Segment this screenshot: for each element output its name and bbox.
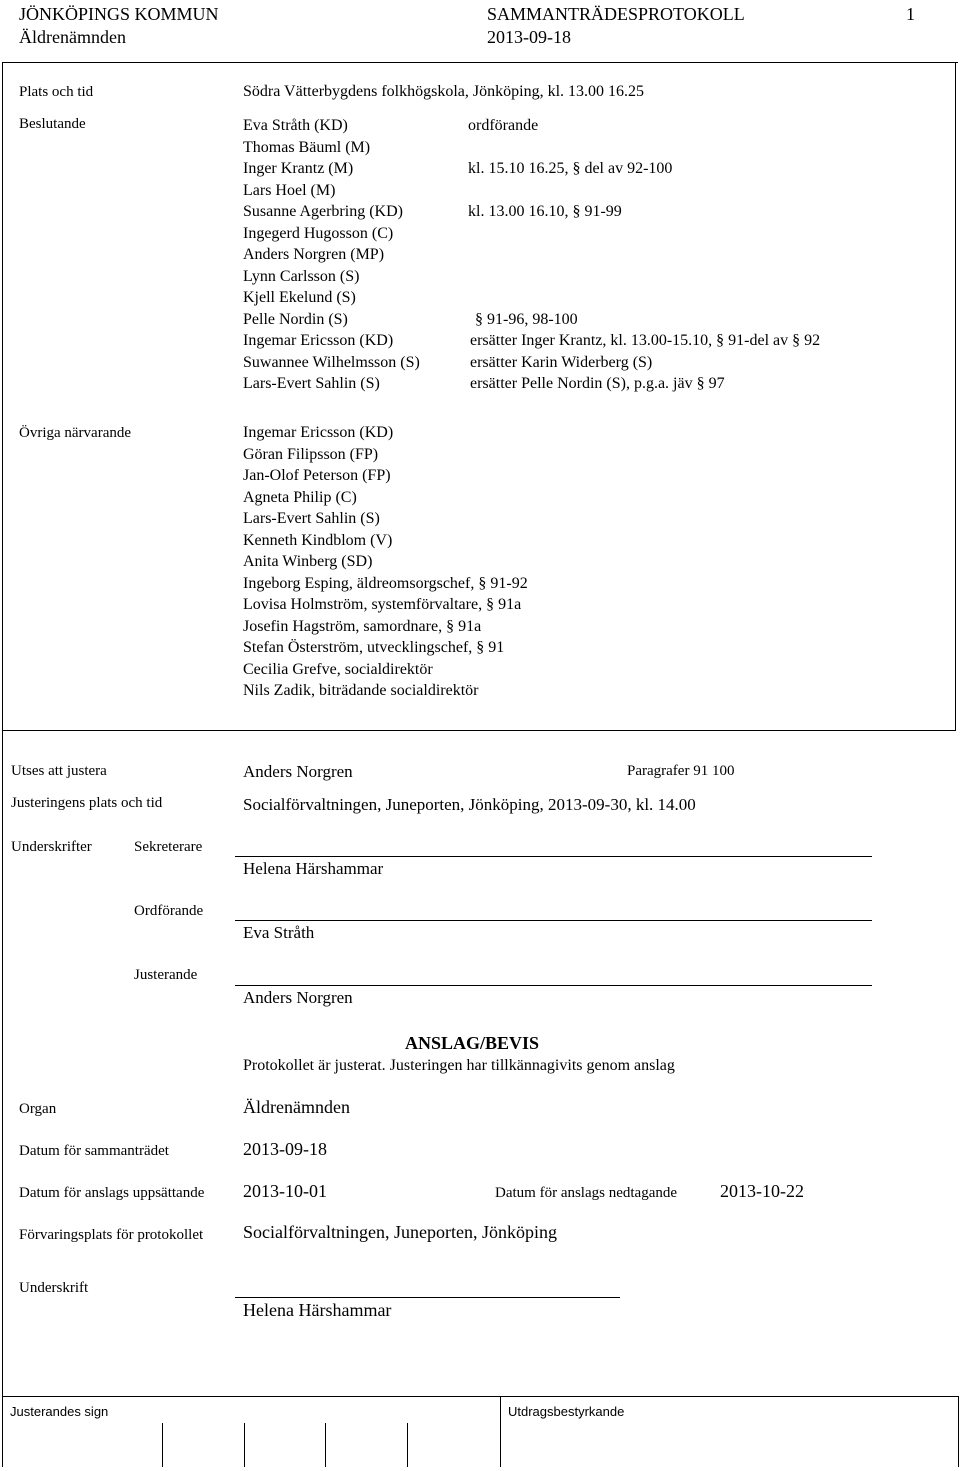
member-name: Lars-Evert Sahlin (S) (243, 375, 380, 392)
attendee: Agneta Philip (C) (243, 488, 357, 506)
signature-line (235, 985, 872, 986)
signer-name: Anders Norgren (243, 988, 353, 1007)
utdragsbestyrkande-label: Utdragsbestyrkande (508, 1404, 625, 1419)
member-name: Ingegerd Hugosson (C) (243, 224, 394, 242)
member-name: Ingemar Ericsson (KD) (243, 332, 394, 349)
underskrift-name: Helena Härshammar (243, 1300, 392, 1320)
sign-box-line (407, 1423, 408, 1467)
signer-name: Eva Stråth (243, 923, 315, 942)
sign-box-line (244, 1423, 245, 1467)
datum-value: 2013-09-18 (243, 1139, 327, 1159)
sign-box-line (162, 1423, 163, 1467)
member-name: Lynn Carlsson (S) (243, 267, 360, 285)
right-border (955, 62, 956, 730)
underskrifter-label: Underskrifter (11, 839, 92, 855)
member-name: Eva Stråth (KD) (243, 117, 348, 134)
signature-line (235, 1297, 620, 1298)
attendee: Göran Filipsson (FP) (243, 445, 379, 463)
member-name: Suwannee Wilhelmsson (S) (243, 353, 420, 371)
forvaring-label: Förvaringsplats för protokollet (19, 1227, 204, 1243)
footer-right-border (958, 1396, 959, 1467)
signer-name: Helena Härshammar (243, 859, 384, 878)
place-time-label: Plats och tid (19, 84, 94, 100)
member-note: kl. 13.00 16.10, § 91-99 (468, 203, 622, 220)
member-name: Kjell Ekelund (S) (243, 289, 356, 306)
forvaring-value: Socialförvaltningen, Juneporten, Jönköping (243, 1222, 557, 1242)
attendee: Lovisa Holmström, systemförvaltare, § 91a (243, 596, 522, 613)
member-note: ordförande (468, 117, 539, 134)
justerandes-sign-label: Justerandes sign (10, 1404, 109, 1419)
member-name: Thomas Bäuml (M) (243, 138, 371, 156)
utses-label: Utses att justera (11, 763, 107, 779)
section-divider (2, 730, 956, 731)
attendee: Cecilia Grefve, socialdirektör (243, 660, 433, 678)
attendee: Josefin Hagström, samordnare, § 91a (243, 617, 482, 635)
role-ordforande: Ordförande (134, 903, 204, 919)
member-note: ersätter Pelle Nordin (S), p.g.a. jäv § 97 (470, 375, 725, 392)
plats-value: Socialförvaltningen, Juneporten, Jönköping, 2013-09-30, kl. 14.00 (243, 795, 696, 814)
member-name: Anders Norgren (MP) (243, 246, 385, 263)
attendee: Kenneth Kindblom (V) (243, 531, 393, 549)
page-number: 1 (906, 4, 915, 24)
member-note: ersätter Inger Krantz, kl. 13.00-15.10, § 91-del av § 92 (470, 332, 821, 349)
place-time-value: Södra Vätterbygdens folkhögskola, Jönköping, kl. 13.00 16.25 (243, 83, 645, 100)
attendee: Ingemar Ericsson (KD) (243, 424, 394, 441)
uppsattande-value: 2013-10-01 (243, 1181, 327, 1201)
ovriga-list (243, 422, 528, 702)
plats-label: Justeringens plats och tid (11, 795, 163, 811)
datum-label: Datum för sammanträdet (19, 1143, 169, 1159)
uppsattande-label: Datum för anslags uppsättande (19, 1185, 205, 1201)
attendee: Stefan Österström, utvecklingschef, § 91 (243, 639, 505, 656)
attendee: Ingeborg Esping, äldreomsorgschef, § 91-92 (243, 574, 528, 592)
top-rule (2, 62, 958, 63)
member-name: Lars Hoel (M) (243, 181, 336, 199)
organ-value: Äldrenämnden (243, 1097, 350, 1117)
left-border (2, 62, 3, 1467)
sign-box-line (325, 1423, 326, 1467)
role-justerande: Justerande (134, 967, 198, 983)
doc-date: 2013-09-18 (487, 27, 571, 47)
role-sekreterare: Sekreterare (134, 839, 203, 855)
attendee: Anita Winberg (SD) (243, 553, 373, 570)
member-note: § 91-96, 98-100 (475, 310, 578, 328)
nedtagande-value: 2013-10-22 (720, 1181, 804, 1201)
attendee: Jan-Olof Peterson (FP) (243, 467, 391, 484)
org-name: JÖNKÖPINGS KOMMUN (19, 4, 219, 24)
ovriga-label: Övriga närvarande (19, 425, 132, 441)
member-name: Inger Krantz (M) (243, 160, 354, 177)
footer-top-rule (2, 1396, 959, 1397)
member-name: Pelle Nordin (S) (243, 310, 348, 328)
member-note: ersätter Karin Widerberg (S) (470, 353, 653, 371)
paragrafer: Paragrafer 91 100 (627, 763, 735, 779)
anslag-title: ANSLAG/BEVIS (405, 1033, 540, 1053)
nedtagande-label: Datum för anslags nedtagande (495, 1185, 678, 1201)
utses-value: Anders Norgren (243, 762, 353, 781)
footer-divider (500, 1396, 501, 1467)
member-note: kl. 15.10 16.25, § del av 92-100 (468, 160, 673, 177)
beslutande-names (243, 115, 420, 395)
member-name: Susanne Agerbring (KD) (243, 203, 403, 220)
board-name: Äldrenämnden (19, 27, 126, 47)
organ-label: Organ (19, 1101, 57, 1117)
signature-line (235, 856, 872, 857)
attendee: Lars-Evert Sahlin (S) (243, 510, 380, 527)
signature-line (235, 920, 872, 921)
doc-title: SAMMANTRÄDESPROTOKOLL (487, 4, 745, 24)
underskrift-label: Underskrift (19, 1280, 89, 1296)
anslag-text: Protokollet är justerat. Justeringen har tillkännagivits genom anslag (243, 1057, 675, 1074)
beslutande-label: Beslutande (19, 116, 86, 132)
attendee: Nils Zadik, biträdande socialdirektör (243, 682, 479, 699)
